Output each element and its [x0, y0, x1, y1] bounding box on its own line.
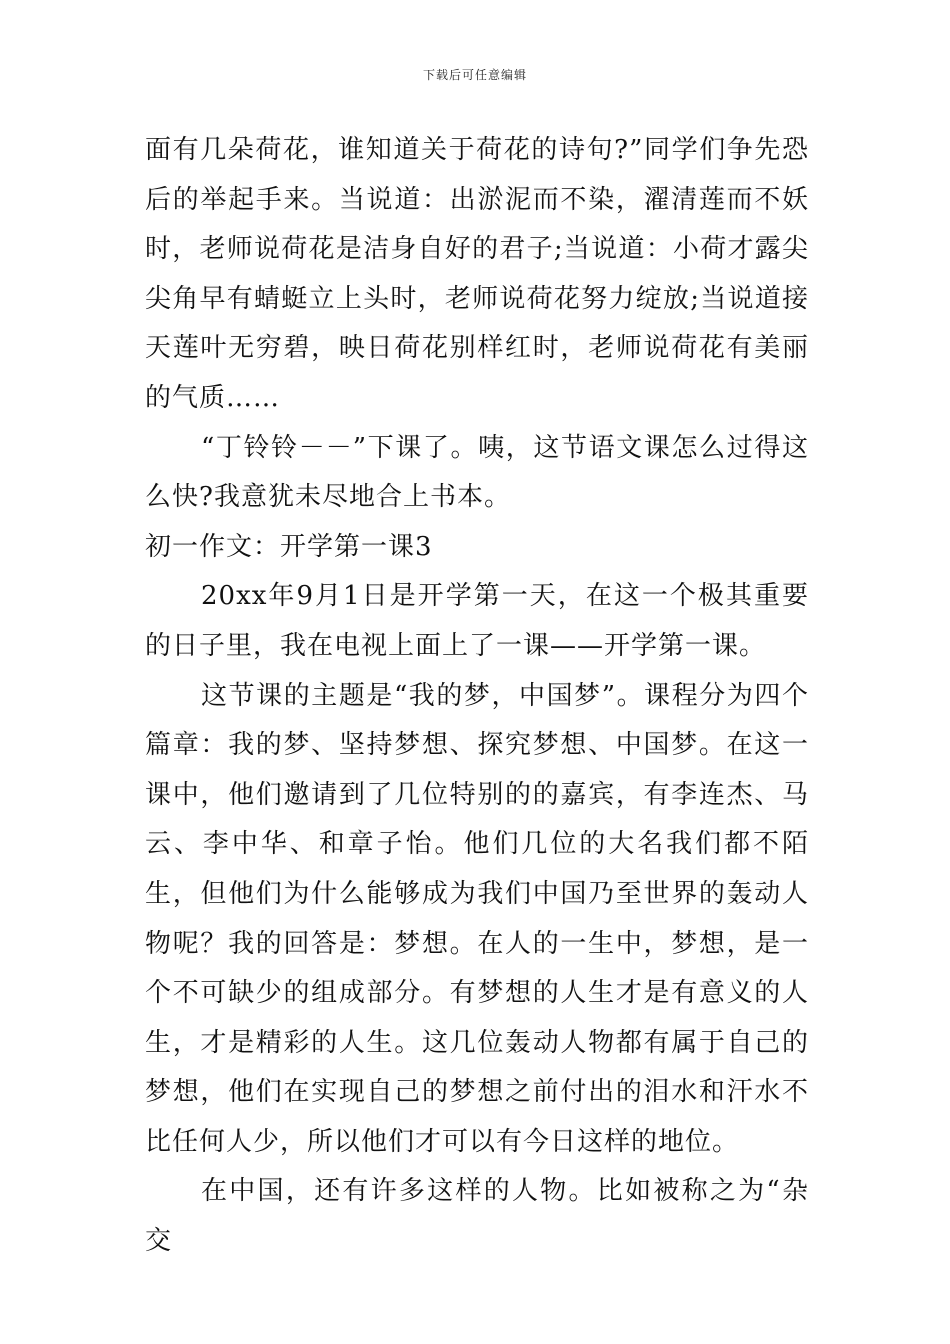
page-header: 下载后可任意编辑 [422, 68, 527, 82]
section-title: 初一作文：开学第一课3 [145, 531, 433, 562]
paragraph-china-figures: 在中国，还有许多这样的人物。比如被称之为“杂交 [145, 1176, 809, 1257]
paragraph-lotus-poems: 面有几朵荷花，谁知道关于荷花的诗句?”同学们争先恐后的举起手来。当说道：出淤泥而不染，濯清莲而不妖时，老师说荷花是洁身自好的君子;当说道：小荷才露尖尖角早有蜻蜓立上头时，老师说荷花努力绽放;当说道接天莲叶无穷碧，映日荷花别样红时，老师说荷花有美丽的气质…… [145, 135, 809, 413]
document-body [145, 126, 809, 1267]
paragraph-first-day: 20xx年9月1日是开学第一天，在这一个极其重要的日子里，我在电视上面上了一课——开学第一课。 [145, 581, 809, 661]
paragraph-dream-theme: 这节课的主题是“我的梦，中国梦”。课程分为四个篇章：我的梦、坚持梦想、探究梦想、中国梦。在这一课中，他们邀请到了几位特别的的嘉宾，有李连杰、马云、李中华、和章子怡。他们几位的大名我们都不陌生，但他们为什么能够成为我们中国乃至世界的轰动人物呢？我的回答是：梦想。在人的一生中，梦想，是一个不可缺少的组成部分。有梦想的人生才是有意义的人生，才是精彩的人生。这几位轰动人物都有属于自己的梦想，他们在实现自己的梦想之前付出的泪水和汗水不比任何人少，所以他们才可以有今日这样的地位。 [145, 680, 809, 1157]
paragraph-class-over: “丁铃铃－－”下课了。咦，这节语文课怎么过得这么快?我意犹未尽地合上书本。 [145, 432, 809, 513]
